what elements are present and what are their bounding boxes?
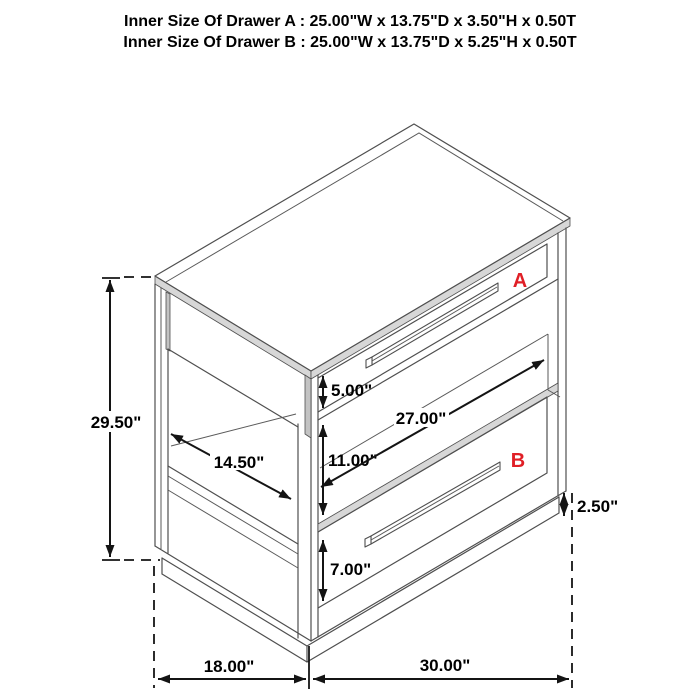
dim-shelf-depth-label: 14.50" [213,453,265,472]
side-shelf-front-bottom [168,490,298,568]
drawer-b-label: B [510,450,526,472]
dim-overall-width-label: 30.00" [419,656,471,675]
side-shelf-front-mid [168,476,298,554]
drawer-a-label: A [512,270,528,292]
plinth-front [307,497,559,662]
top-slab-left-edge-band [155,276,311,379]
front-post-shade [305,375,311,438]
dim-opening-height-label: 11.00" [328,451,378,470]
top-surface [155,124,570,371]
header-line-2: Inner Size Of Drawer B : 25.00"W x 13.75"D x 5.25"H x 0.50T [123,34,577,51]
dim-drawer-a-front-label: 5.00" [331,381,373,400]
plinth-left [162,558,307,662]
dim-base-height-label: 2.50" [577,497,619,516]
dim-opening-width-label: 27.00" [395,409,447,428]
shelf-interior-line [171,414,296,446]
dim-drawer-b-front-label: 7.00" [330,560,372,579]
side-shelf-front-top [168,466,298,544]
dim-overall-height-label: 29.50" [90,413,142,432]
left-stile-shade [166,292,170,351]
side-rail-bottom [168,349,298,427]
drawer-b-handle [365,462,500,547]
header-line-1: Inner Size Of Drawer A : 25.00"W x 13.75"D x 3.50"H x 0.50T [124,13,576,30]
dim-overall-depth-label: 18.00" [203,657,255,676]
top-slab-front-edge-band [311,218,570,379]
compartment-interior-lines [320,334,560,468]
left-bottom-edge [155,546,311,641]
